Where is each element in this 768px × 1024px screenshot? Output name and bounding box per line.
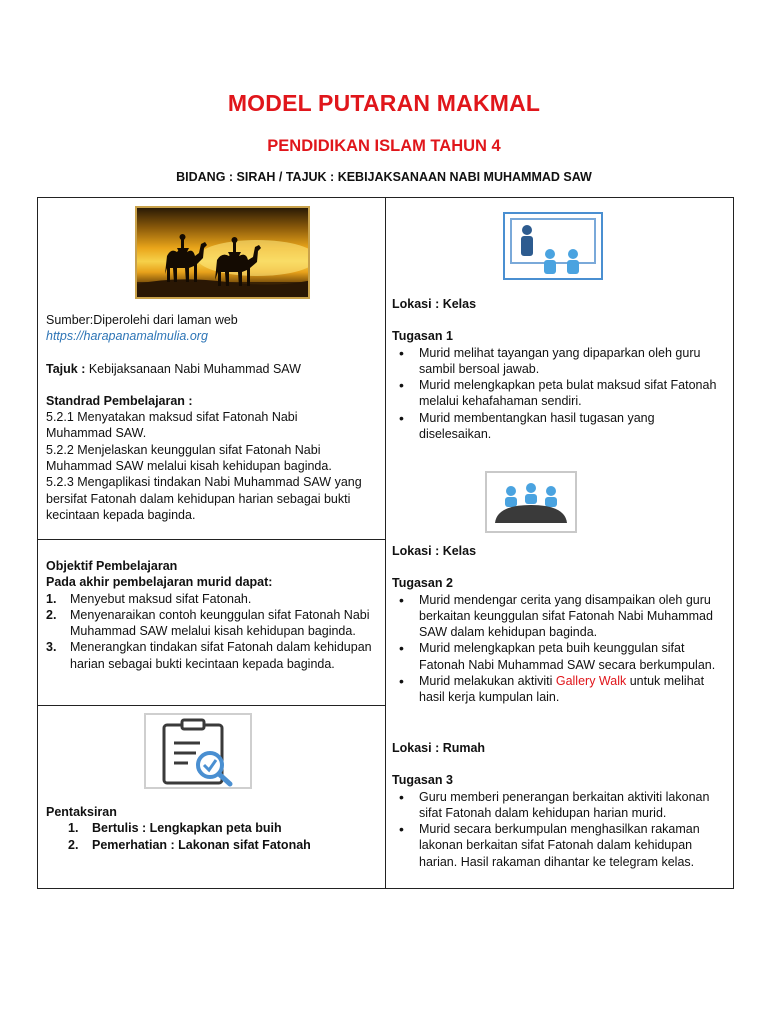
topic-value: Kebijaksanaan Nabi Muhammad SAW — [88, 361, 301, 376]
list-item — [68, 820, 376, 836]
group-meeting-table-icon — [485, 471, 577, 538]
list-item: • Murid melengkapkan peta bulat maksud sifat Fatonah melalui kehafahaman sendiri. — [392, 377, 728, 410]
standard-1-line2: Muhammad SAW. — [46, 426, 147, 441]
objective-text: Menyenaraikan contoh keunggulan sifat Fatonah Nabi Muhammad SAW melalui kisah kehidupan baginda. — [70, 607, 370, 639]
list-item: • Murid melengkapkan peta buih keunggulan sifat Fatonah Nabi Muhammad SAW secara berkumpulan. — [392, 640, 728, 673]
objective-text: Menerangkan tindakan sifat Fatonah dalam kehidupan harian sebagai bukti kecintaan kepada baginda. — [70, 640, 372, 671]
list-item — [46, 591, 376, 607]
row-divider-2 — [38, 705, 385, 706]
assessment-heading: Pentaksiran — [46, 805, 117, 819]
objectives-list — [46, 591, 376, 672]
standard-3-line2: bersifat Fatonah dalam kehidupan harian sebagai bukti — [46, 491, 351, 506]
topic-label: Tajuk : — [46, 361, 86, 376]
station-3-task: Tugasan 3 — [392, 773, 453, 788]
assessment-list — [46, 820, 376, 853]
station-1-cell — [392, 296, 728, 442]
item-number: 2. — [68, 837, 79, 852]
item-number: 2. — [46, 607, 57, 622]
station-2-task: Tugasan 2 — [392, 576, 453, 591]
list-item — [392, 673, 728, 706]
lesson-table — [37, 197, 734, 889]
camel-caravan-sunset-photo — [135, 206, 310, 299]
list-item: • Murid melihat tayangan yang dipaparkan oleh guru sambil bersoal jawab. — [392, 345, 728, 378]
row-divider-1 — [38, 539, 385, 540]
source-link[interactable]: https://harapanamalmulia.org — [46, 329, 208, 344]
assessment-text: Pemerhatian : Lakonan sifat Fatonah — [92, 837, 311, 852]
gallery-walk-text-after: untuk melihat hasil kerja kumpulan lain. — [419, 674, 705, 705]
objectives-heading: Objektif Pembelajaran — [46, 559, 178, 573]
list-item — [46, 639, 376, 672]
station-2-cell — [392, 543, 728, 706]
item-number: 1. — [68, 821, 79, 836]
item-number: 1. — [46, 591, 57, 606]
list-item — [68, 837, 376, 853]
standard-3-line1: 5.2.3 Mengaplikasi tindakan Nabi Muhammad SAW yang — [46, 475, 362, 490]
standard-2-line2: Muhammad SAW melalui kisah kehidupan baginda. — [46, 459, 332, 474]
document-subtitle: PENDIDIKAN ISLAM TAHUN 4 — [267, 137, 501, 155]
list-item — [46, 607, 376, 640]
list-item: • Murid secara berkumpulan menghasilkan rakaman lakonan berkaitan sifat Fatonah dalam kehidupan harian. Hasil rakaman dihantar ke telegram kelas. — [392, 821, 728, 870]
item-number: 3. — [46, 640, 57, 655]
standard-3-line3: kecintaan kepada baginda. — [46, 507, 196, 522]
objectives-intro: Pada akhir pembelajaran murid dapat: — [46, 575, 273, 590]
topic-line — [46, 361, 376, 377]
station-3-list — [392, 789, 728, 870]
field-topic-line: BIDANG : SIRAH / TAJUK : KEBIJAKSANAAN NABI MUHAMMAD SAW — [176, 170, 592, 184]
station-2-location: Lokasi : Kelas — [392, 544, 477, 558]
objectives-cell — [46, 558, 376, 672]
standard-1-line1: 5.2.1 Menyatakan maksud sifat Fatonah Nabi — [46, 410, 298, 425]
gallery-walk-text-before: Murid melakukan aktiviti — [419, 674, 556, 689]
clipboard-magnifier-icon — [144, 713, 252, 794]
list-item: • Murid mendengar cerita yang disampaikan oleh guru berkaitan keunggulan sifat Fatonah Nabi Muhammad SAW dalam kehidupan baginda. — [392, 592, 728, 641]
assessment-text: Bertulis : Lengkapkan peta buih — [92, 821, 282, 836]
standard-2-line1: 5.2.2 Menjelaskan keunggulan sifat Fatonah Nabi — [46, 442, 321, 457]
standards-heading: Standrad Pembelajaran : — [46, 393, 193, 408]
station-1-list — [392, 345, 728, 443]
station-1-location: Lokasi : Kelas — [392, 297, 477, 311]
station-2-list — [392, 592, 728, 706]
left-top-cell — [46, 312, 376, 523]
assessment-cell — [46, 804, 376, 853]
list-item: • Murid membentangkan hasil tugasan yang diselesaikan. — [392, 410, 728, 443]
station-1-task: Tugasan 1 — [392, 329, 453, 344]
presentation-board-icon-graphic — [503, 212, 603, 287]
objective-text: Menyebut maksud sifat Fatonah. — [70, 591, 252, 606]
station-3-cell — [392, 740, 728, 870]
gallery-walk-highlight: Gallery Walk — [555, 674, 627, 689]
column-divider — [385, 198, 386, 888]
list-item: • Guru memberi penerangan berkaitan aktiviti lakonan sifat Fatonah dalam kehidupan harian murid. — [392, 789, 728, 822]
document-title: MODEL PUTARAN MAKMAL — [227, 90, 541, 116]
station-3-location: Lokasi : Rumah — [392, 741, 486, 755]
source-label: Sumber:Diperolehi dari laman web — [46, 313, 238, 327]
